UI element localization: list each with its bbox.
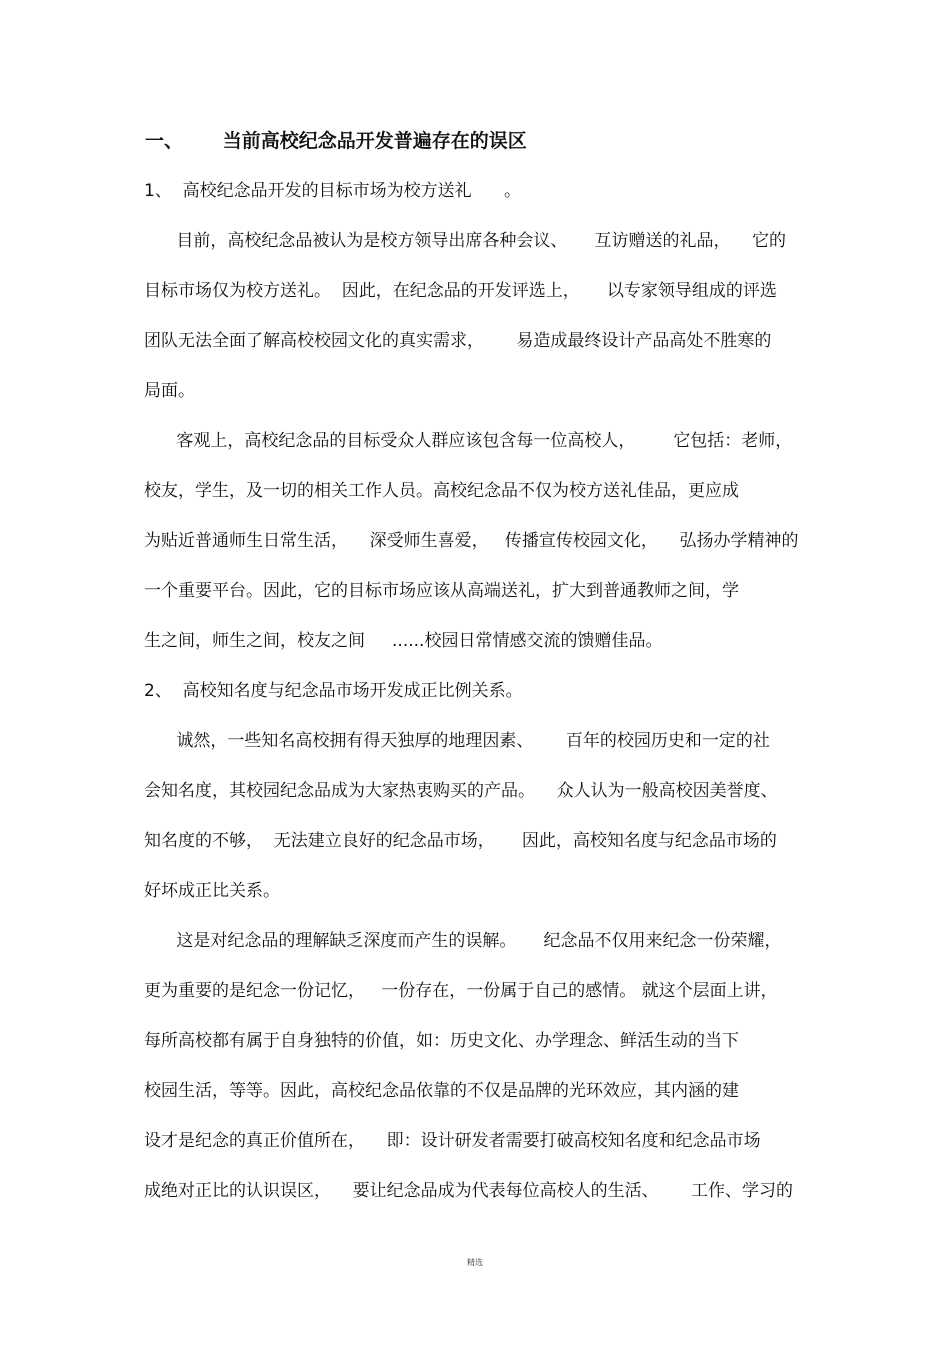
paragraph-line: 诚然，一些知名高校拥有得天独厚的地理因素、 百年的校园历史和一定的社 (144, 731, 770, 751)
paragraph-line: 会知名度，其校园纪念品成为大家热衷购买的产品。 众人认为一般高校因美誉度、 (144, 781, 778, 801)
paragraph-line: 目前，高校纪念品被认为是校方领导出席各种会议、 互访赠送的礼品， 它的 (144, 231, 787, 251)
page-footer: 精选 (467, 1258, 483, 1267)
paragraph-line: 设才是纪念的真正价值所在， 即：设计研发者需要打破高校知名度和纪念品市场 (144, 1131, 761, 1151)
paragraph-line: 为贴近普通师生日常生活， 深受师生喜爱， 传播宣传校园文化， 弘扬办学精神的 (144, 531, 799, 551)
subheading-1: 1、 高校纪念品开发的目标市场为校方送礼 。 (144, 181, 522, 201)
paragraph-line: 生之间，师生之间，校友之间 ......校园日常情感交流的馈赠佳品。 (144, 631, 663, 651)
subheading-2: 2、 高校知名度与纪念品市场开发成正比例关系。 (144, 681, 523, 701)
paragraph-line: 每所高校都有属于自身独特的价值，如：历史文化、办学理念、鲜活生动的当下 (144, 1031, 739, 1051)
paragraph-line: 校友，学生，及一切的相关工作人员。高校纪念品不仅为校方送礼佳品，更应成 (144, 481, 739, 501)
paragraph-line: 更为重要的是纪念一份记忆， 一份存在，一份属于自己的感情。 就这个层面上讲， (144, 981, 778, 1001)
paragraph-line: 校园生活，等等。因此，高校纪念品依靠的不仅是品牌的光环效应，其内涵的建 (144, 1081, 739, 1101)
paragraph-line: 客观上，高校纪念品的目标受众人群应该包含每一位高校人， 它包括：老师， (144, 431, 793, 451)
section-heading: 一、 当前高校纪念品开发普遍存在的误区 (145, 130, 527, 152)
paragraph-line: 成绝对正比的认识误区， 要让纪念品成为代表每位高校人的生活、 工作、学习的 (144, 1181, 794, 1201)
paragraph-line: 好坏成正比关系。 (144, 881, 280, 901)
paragraph-line: 局面。 (144, 381, 195, 401)
paragraph-line: 这是对纪念品的理解缺乏深度而产生的误解。 纪念品不仅用来纪念一份荣耀， (144, 931, 782, 951)
paragraph-line: 团队无法全面了解高校校园文化的真实需求， 易造成最终设计产品高处不胜寒的 (144, 331, 772, 351)
paragraph-line: 目标市场仅为校方送礼。 因此，在纪念品的开发评选上， 以专家领导组成的评选 (144, 281, 777, 301)
paragraph-line: 知名度的不够， 无法建立良好的纪念品市场， 因此，高校知名度与纪念品市场的 (144, 831, 777, 851)
paragraph-line: 一个重要平台。因此，它的目标市场应该从高端送礼，扩大到普通教师之间，学 (144, 581, 739, 601)
